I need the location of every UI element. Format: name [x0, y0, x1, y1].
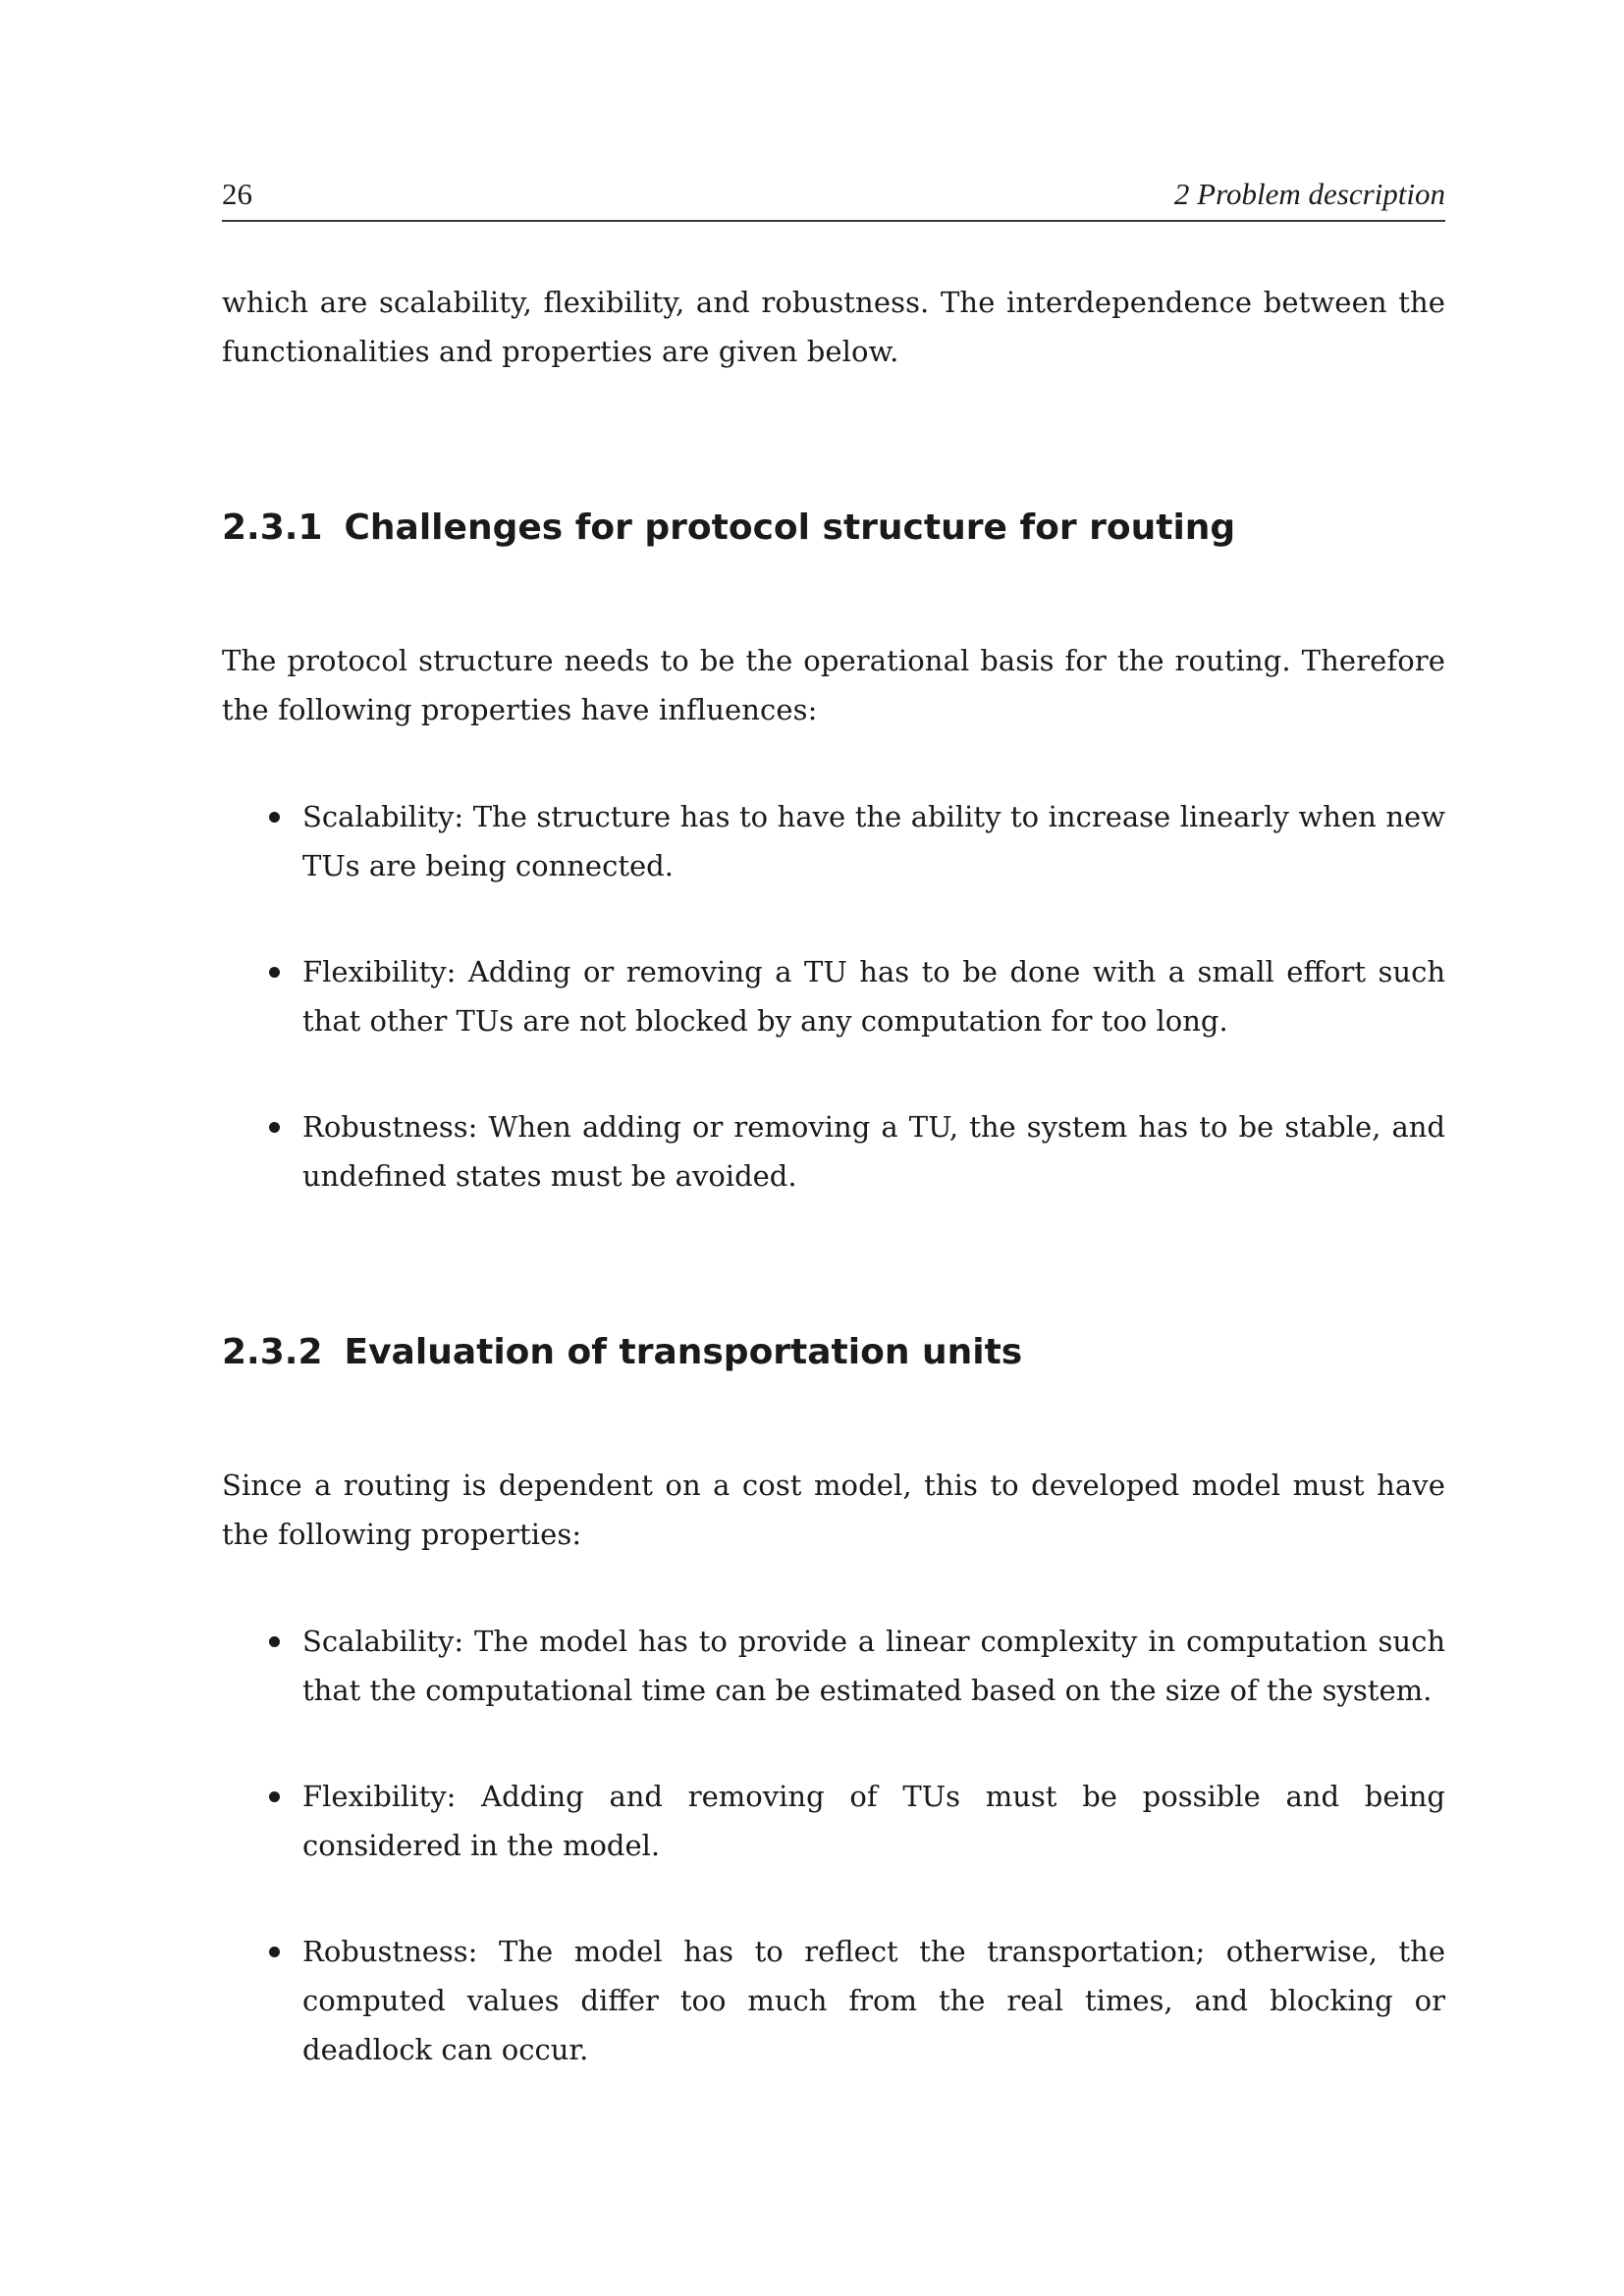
page-number: 26 [222, 177, 252, 211]
bullet-list [222, 792, 1445, 1257]
bullet-text: Robustness: The model has to reflect the transportation; otherwise, the computed values differ too much from the real times, and blocking or deadlock can occur. [302, 1935, 1445, 2066]
section-number: 2.3.2 [222, 1332, 323, 1372]
bullet-icon [269, 1636, 280, 1647]
bullet-icon [269, 1947, 280, 1957]
bullet-icon [269, 812, 280, 823]
bullet-text: Scalability: The model has to provide a linear complexity in computation such that the computational time can be estimated based on the size of the system. [302, 1625, 1445, 1707]
section-title: Evaluation of transportation units [344, 1332, 1023, 1372]
bullet-text: Robustness: When adding or removing a TU, the system has to be stable, and undefined states must be avoided. [302, 1110, 1445, 1193]
intro-paragraph: which are scalability, flexibility, and robustness. The interdependence between the functionalities and properties are given below. [222, 286, 1445, 368]
section-title: Challenges for protocol structure for routing [344, 507, 1236, 548]
document-page [222, 0, 1445, 2296]
list-item [222, 1617, 1445, 1715]
bullet-text: Flexibility: Adding or removing a TU has to be done with a small effort such that other TUs are not blocked by any computation for too long. [302, 955, 1445, 1038]
section-paragraph: Since a routing is dependent on a cost model, this to developed model must have the following properties: [222, 1468, 1445, 1551]
bullet-icon [269, 1791, 280, 1802]
bullet-icon [269, 1122, 280, 1133]
running-header [222, 175, 1445, 222]
chapter-title: 2 Problem description [1173, 177, 1445, 211]
list-item [222, 1927, 1445, 2074]
list-item [222, 1772, 1445, 1870]
section-number: 2.3.1 [222, 507, 323, 548]
list-item [222, 792, 1445, 890]
section-paragraph: The protocol structure needs to be the operational basis for the routing. Therefore the following properties have influences: [222, 644, 1445, 726]
bullet-icon [269, 967, 280, 978]
bullet-list [222, 1617, 1445, 2131]
list-item [222, 1102, 1445, 1201]
bullet-text: Flexibility: Adding and removing of TUs must be possible and being considered in the model. [302, 1780, 1445, 1862]
list-item [222, 947, 1445, 1045]
section-heading-2-3-1 [222, 507, 1445, 550]
bullet-text: Scalability: The structure has to have the ability to increase linearly when new TUs are being connected. [302, 800, 1445, 882]
section-heading-2-3-2 [222, 1331, 1445, 1374]
